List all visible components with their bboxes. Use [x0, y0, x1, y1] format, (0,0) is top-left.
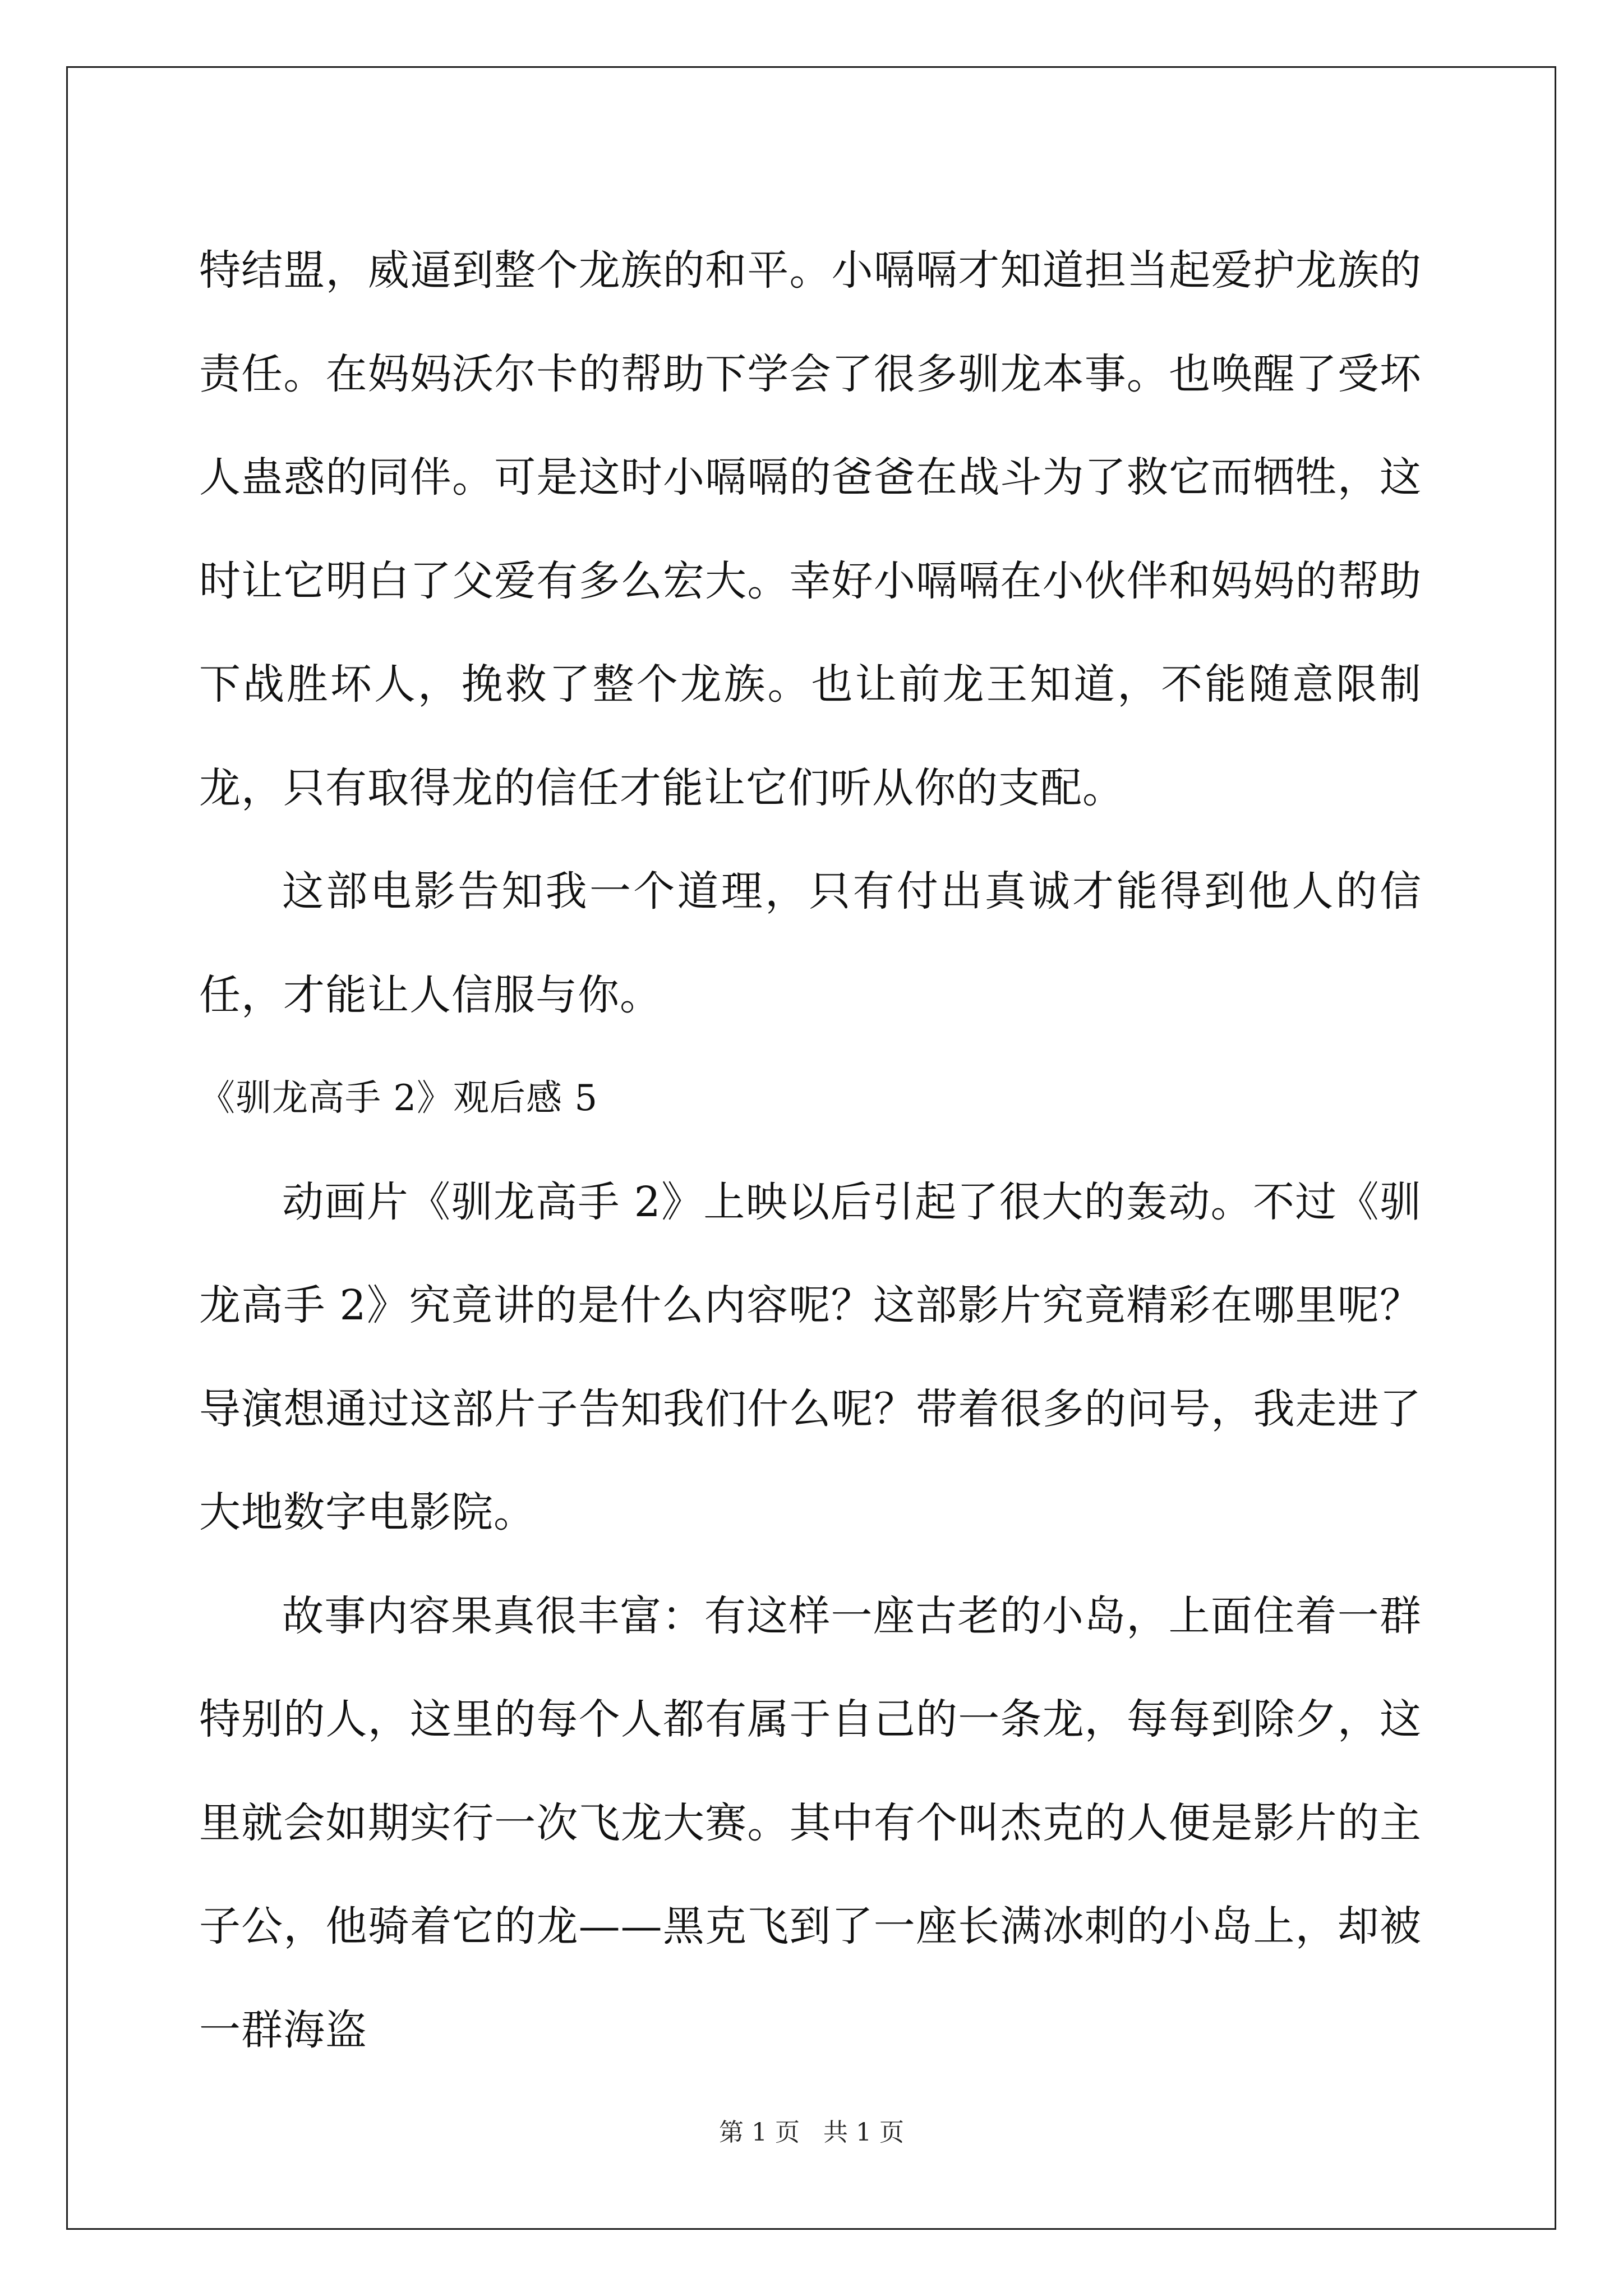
- page-total: 共 1 页: [823, 2118, 904, 2147]
- paragraph-3: 动画片《驯龙高手 2》上映以后引起了很大的轰动。不过《驯龙高手 2》究竟讲的是什么内容呢？这部影片究竟精彩在哪里呢？导演想通过这部片子告知我们什么呢？带着很多的问号，我走进了大地数字电影院。: [199, 1177, 1422, 1536]
- section-heading: 《驯龙高手 2》观后感 5: [199, 1078, 598, 1119]
- document-body: [199, 219, 1422, 2082]
- paragraph-4: 故事内容果真很丰富：有这样一座古老的小岛，上面住着一群特别的人，这里的每个人都有属于自己的一条龙，每每到除夕，这里就会如期实行一次飞龙大赛。其中有个叫杰克的人便是影片的主子公，他骑着它的龙——黑克飞到了一座长满冰刺的小岛上，却被一群海盗: [199, 1591, 1422, 2054]
- page-number: 第 1 页: [719, 2118, 800, 2147]
- paragraph-2: 这部电影告知我一个道理，只有付出真诚才能得到他人的信任，才能让人信服与你。: [199, 867, 1422, 1019]
- paragraph-1: 特结盟，威逼到整个龙族的和平。小嗝嗝才知道担当起爱护龙族的责任。在妈妈沃尔卡的帮助下学会了很多驯龙本事。也唤醒了受坏人蛊惑的同伴。可是这时小嗝嗝的爸爸在战斗为了救它而牺牲，这时让它明白了父爱有多么宏大。幸好小嗝嗝在小伙伴和妈妈的帮助下战胜坏人，挽救了整个龙族。也让前龙王知道，不能随意限制龙，只有取得龙的信任才能让它们听从你的支配。: [199, 246, 1422, 812]
- page-footer: [0, 2116, 1623, 2150]
